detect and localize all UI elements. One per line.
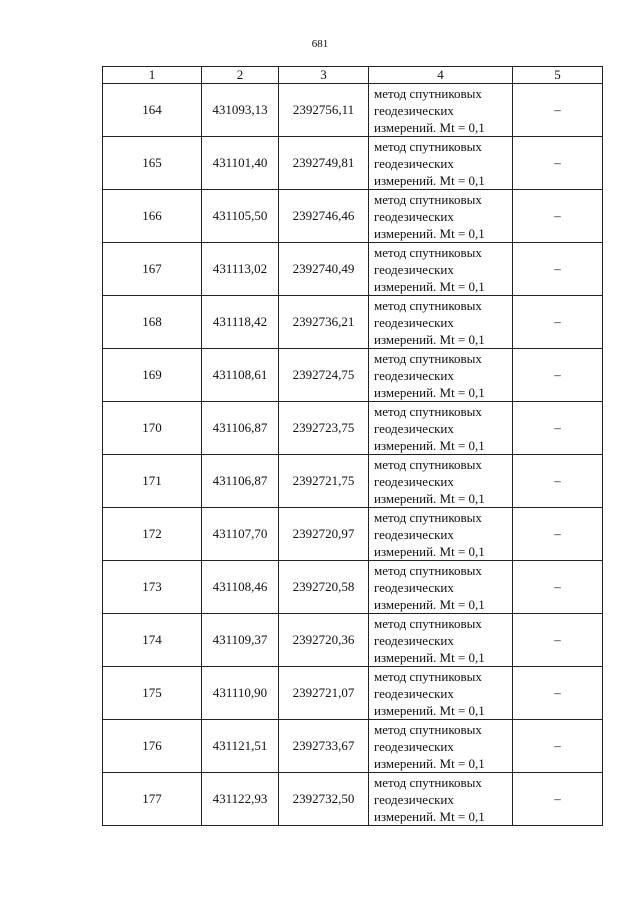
method-cell (369, 720, 513, 773)
x-coordinate-cell: 431110,90 (202, 667, 279, 720)
method-line: измерений. Mt = 0,1 (374, 596, 485, 612)
y-coordinate-cell: 2392756,11 (279, 84, 369, 137)
point-number-cell: 167 (103, 243, 202, 296)
x-coordinate-cell: 431101,40 (202, 137, 279, 190)
x-coordinate-cell: 431093,13 (202, 84, 279, 137)
description-cell: – (513, 614, 603, 667)
x-coordinate-cell: 431107,70 (202, 508, 279, 561)
y-coordinate-cell: 2392740,49 (279, 243, 369, 296)
x-coordinate-cell: 431105,50 (202, 190, 279, 243)
method-line: измерений. Mt = 0,1 (374, 490, 485, 506)
table-row (103, 137, 603, 190)
method-line: геодезических (374, 367, 454, 383)
method-line: геодезических (374, 791, 454, 807)
method-cell (369, 349, 513, 402)
point-number-cell: 172 (103, 508, 202, 561)
description-cell: – (513, 137, 603, 190)
method-line: геодезических (374, 420, 454, 436)
method-cell (369, 402, 513, 455)
y-coordinate-cell: 2392721,75 (279, 455, 369, 508)
method-line: измерений. Mt = 0,1 (374, 808, 485, 824)
y-coordinate-cell: 2392723,75 (279, 402, 369, 455)
method-line: измерений. Mt = 0,1 (374, 702, 485, 718)
method-line: геодезических (374, 208, 454, 224)
method-cell (369, 137, 513, 190)
method-line: измерений. Mt = 0,1 (374, 649, 485, 665)
header-col-1: 1 (103, 67, 202, 84)
y-coordinate-cell: 2392720,97 (279, 508, 369, 561)
x-coordinate-cell: 431106,87 (202, 402, 279, 455)
header-col-4: 4 (369, 67, 513, 84)
header-col-5: 5 (513, 67, 603, 84)
method-cell (369, 190, 513, 243)
table-row (103, 190, 603, 243)
method-line: измерений. Mt = 0,1 (374, 172, 485, 188)
y-coordinate-cell: 2392746,46 (279, 190, 369, 243)
y-coordinate-cell: 2392724,75 (279, 349, 369, 402)
table-row (103, 508, 603, 561)
description-cell: – (513, 190, 603, 243)
description-cell: – (513, 667, 603, 720)
y-coordinate-cell: 2392721,07 (279, 667, 369, 720)
point-number-cell: 169 (103, 349, 202, 402)
x-coordinate-cell: 431118,42 (202, 296, 279, 349)
header-col-2: 2 (202, 67, 279, 84)
method-cell (369, 84, 513, 137)
method-line: измерений. Mt = 0,1 (374, 278, 485, 294)
header-col-3: 3 (279, 67, 369, 84)
table-row (103, 296, 603, 349)
method-line: метод спутниковых (374, 562, 482, 578)
method-line: метод спутниковых (374, 403, 482, 419)
point-number-cell: 171 (103, 455, 202, 508)
y-coordinate-cell: 2392720,58 (279, 561, 369, 614)
point-number-cell: 175 (103, 667, 202, 720)
table-row (103, 84, 603, 137)
point-number-cell: 165 (103, 137, 202, 190)
method-line: геодезических (374, 314, 454, 330)
point-number-cell: 177 (103, 773, 202, 826)
method-line: метод спутниковых (374, 615, 482, 631)
method-line: измерений. Mt = 0,1 (374, 225, 485, 241)
method-line: геодезических (374, 632, 454, 648)
table-row (103, 455, 603, 508)
point-number-cell: 166 (103, 190, 202, 243)
method-line: измерений. Mt = 0,1 (374, 437, 485, 453)
method-line: метод спутниковых (374, 191, 482, 207)
method-line: измерений. Mt = 0,1 (374, 331, 485, 347)
method-line: геодезических (374, 102, 454, 118)
description-cell: – (513, 349, 603, 402)
description-cell: – (513, 402, 603, 455)
method-cell (369, 243, 513, 296)
method-line: метод спутниковых (374, 509, 482, 525)
method-line: метод спутниковых (374, 456, 482, 472)
x-coordinate-cell: 431121,51 (202, 720, 279, 773)
method-line: геодезических (374, 473, 454, 489)
method-line: измерений. Mt = 0,1 (374, 755, 485, 771)
method-line: геодезических (374, 579, 454, 595)
description-cell: – (513, 296, 603, 349)
y-coordinate-cell: 2392736,21 (279, 296, 369, 349)
y-coordinate-cell: 2392732,50 (279, 773, 369, 826)
description-cell: – (513, 561, 603, 614)
method-cell (369, 561, 513, 614)
method-cell (369, 455, 513, 508)
description-cell: – (513, 243, 603, 296)
x-coordinate-cell: 431106,87 (202, 455, 279, 508)
method-line: метод спутниковых (374, 297, 482, 313)
description-cell: – (513, 455, 603, 508)
method-line: геодезических (374, 261, 454, 277)
method-line: геодезических (374, 685, 454, 701)
table-row (103, 349, 603, 402)
x-coordinate-cell: 431113,02 (202, 243, 279, 296)
table-row (103, 561, 603, 614)
method-line: измерений. Mt = 0,1 (374, 384, 485, 400)
point-number-cell: 174 (103, 614, 202, 667)
method-cell (369, 667, 513, 720)
method-line: метод спутниковых (374, 85, 482, 101)
table-body (103, 84, 603, 826)
y-coordinate-cell: 2392720,36 (279, 614, 369, 667)
method-line: метод спутниковых (374, 774, 482, 790)
method-line: метод спутниковых (374, 668, 482, 684)
table-row (103, 402, 603, 455)
description-cell: – (513, 720, 603, 773)
point-number-cell: 168 (103, 296, 202, 349)
point-number-cell: 170 (103, 402, 202, 455)
table-row (103, 614, 603, 667)
page-number: 681 (311, 38, 329, 50)
method-line: геодезических (374, 738, 454, 754)
y-coordinate-cell: 2392733,67 (279, 720, 369, 773)
description-cell: – (513, 84, 603, 137)
description-cell: – (513, 508, 603, 561)
method-line: измерений. Mt = 0,1 (374, 119, 485, 135)
point-number-cell: 164 (103, 84, 202, 137)
point-number-cell: 173 (103, 561, 202, 614)
method-line: измерений. Mt = 0,1 (374, 543, 485, 559)
method-cell (369, 614, 513, 667)
table-row (103, 720, 603, 773)
description-cell: – (513, 773, 603, 826)
method-line: метод спутниковых (374, 244, 482, 260)
coordinates-table (102, 66, 603, 826)
method-cell (369, 773, 513, 826)
method-line: метод спутниковых (374, 138, 482, 154)
method-cell (369, 508, 513, 561)
point-number-cell: 176 (103, 720, 202, 773)
method-line: геодезических (374, 155, 454, 171)
x-coordinate-cell: 431108,46 (202, 561, 279, 614)
y-coordinate-cell: 2392749,81 (279, 137, 369, 190)
x-coordinate-cell: 431109,37 (202, 614, 279, 667)
header-row (103, 67, 603, 84)
method-line: метод спутниковых (374, 350, 482, 366)
table-row (103, 773, 603, 826)
method-line: геодезических (374, 526, 454, 542)
x-coordinate-cell: 431122,93 (202, 773, 279, 826)
table-row (103, 243, 603, 296)
method-line: метод спутниковых (374, 721, 482, 737)
table-header (103, 67, 603, 84)
x-coordinate-cell: 431108,61 (202, 349, 279, 402)
table-row (103, 667, 603, 720)
method-cell (369, 296, 513, 349)
